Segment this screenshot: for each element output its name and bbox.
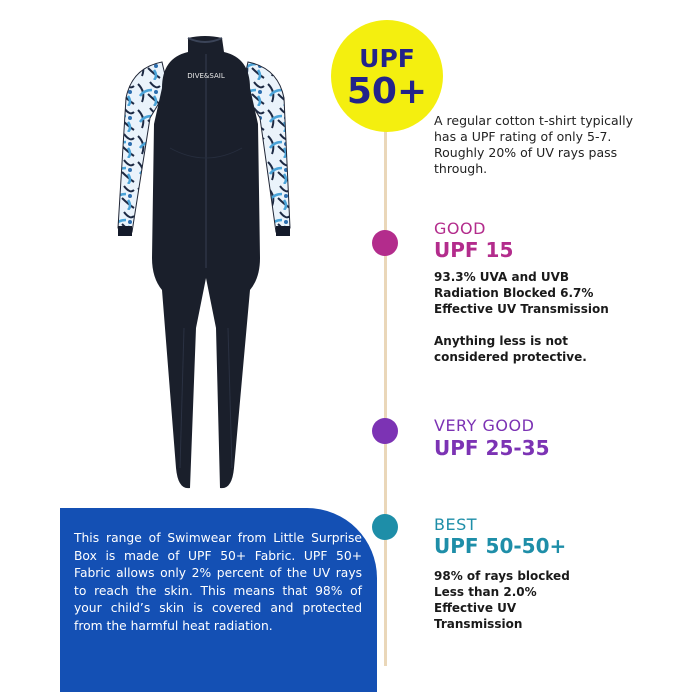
info-box [60,508,377,692]
timeline-line [384,60,387,666]
good-note-2: Anything less is not considered protective. [434,334,587,364]
info-box-text: This range of Swimwear from Little Surprise Box is made of UPF 50+ Fabric. UPF 50+ Fabric allows only 2% percent of the UV rays to reach the skin. This means that 98% of your child’s skin is covered and protected from the harmful heat radiation. [74,531,362,633]
good-marker-dot [372,230,398,256]
very-good-upf-value: UPF 25-35 [434,436,550,460]
badge-line1: UPF [359,44,415,73]
badge-line2: 50+ [346,71,428,112]
good-note-1: 93.3% UVA and UVB Radiation Blocked 6.7% Effective UV Transmission [434,270,609,316]
best-note: 98% of rays blocked Less than 2.0% Effective UV Transmission [434,569,570,631]
best-label: BEST [434,515,478,534]
upf-badge [331,20,443,132]
good-label: GOOD [434,219,486,238]
very-good-marker-dot [372,418,398,444]
very-good-label: VERY GOOD [434,416,535,435]
good-upf-value: UPF 15 [434,238,514,262]
wetsuit-image [110,28,300,498]
best-marker-dot [372,514,398,540]
intro-text: A regular cotton t-shirt typically has a UPF rating of only 5-7. Roughly 20% of UV rays pass through. [434,113,633,176]
wetsuit-logo: DIVE&SAIL [187,72,225,80]
best-upf-value: UPF 50-50+ [434,534,567,558]
